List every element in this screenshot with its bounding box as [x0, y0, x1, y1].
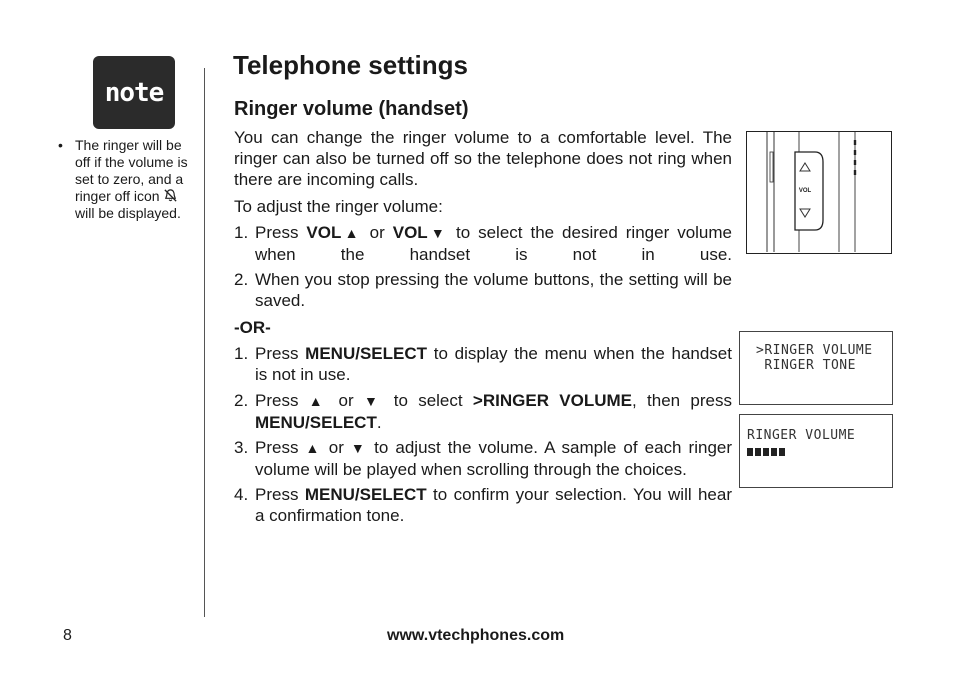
- vol-key-text: VOL: [798, 188, 812, 194]
- step-text: to select: [383, 391, 473, 410]
- step-text: When you stop pressing the volume buttons, the setting will be saved.: [255, 270, 732, 310]
- side-note-text-b: will be displayed.: [75, 205, 181, 221]
- step-text: to adjust the volume. A sample of each ringer volume will be played when scrolling through the choices.: [255, 438, 733, 479]
- step-b-4: [234, 484, 732, 526]
- step-b-2: [234, 390, 732, 433]
- menu-select-key: MENU/SELECT: [304, 485, 427, 504]
- handset-side-drawing: [747, 132, 890, 252]
- section-title: Ringer volume (handset): [234, 98, 469, 120]
- down-triangle-icon: ▼: [363, 393, 384, 409]
- note-badge-label: note: [104, 77, 164, 108]
- vol-key-label: VOL: [306, 223, 342, 242]
- volume-segment: [763, 448, 769, 456]
- note-badge: [93, 56, 175, 129]
- step-number: 3.: [234, 438, 249, 457]
- volume-segment: [779, 448, 785, 456]
- side-note: [58, 137, 198, 222]
- volume-segment: [747, 448, 753, 456]
- volume-segment: [755, 448, 761, 456]
- lcd-menu-screen: [739, 331, 893, 405]
- step-text: or: [361, 223, 393, 242]
- step-text: to display the menu when the handset is not in use.: [255, 344, 732, 384]
- step-text: Press: [255, 391, 309, 410]
- column-divider: [204, 68, 205, 617]
- step-text: Press: [255, 485, 305, 504]
- step-number: 4.: [234, 485, 249, 504]
- down-triangle-icon: ▼: [350, 440, 368, 456]
- down-triangle-icon: ▼: [427, 225, 449, 241]
- step-text: , then press: [632, 391, 732, 410]
- step-text: to confirm your selection. You will hear a confirmation tone.: [255, 485, 733, 525]
- step-text: or: [321, 438, 351, 457]
- volume-level-bar: [747, 448, 785, 456]
- side-note-text-a: The ringer will be off if the volume is set to zero, and a ringer off icon: [75, 137, 188, 204]
- bullet: •: [58, 137, 63, 153]
- lcd-line-1: >RINGER VOLUME: [756, 343, 873, 358]
- step-number: 2.: [234, 270, 249, 289]
- lcd-line-2: RINGER TONE: [756, 358, 856, 373]
- up-triangle-icon: ▲: [308, 393, 329, 409]
- step-number: 1.: [234, 344, 249, 363]
- step-text: Press: [255, 344, 306, 363]
- step-text: to select the desired ringer volume when the handset is not in use.: [255, 223, 732, 264]
- to-adjust-label: To adjust the ringer volume:: [234, 197, 443, 216]
- step-text: Press: [255, 223, 307, 242]
- side-note-text: [75, 137, 198, 222]
- volume-segment: [771, 448, 777, 456]
- step-b-3: [234, 437, 732, 480]
- step-text: .: [376, 413, 382, 432]
- up-triangle-icon: ▲: [341, 225, 362, 241]
- step-text: or: [328, 391, 364, 410]
- footer-url: www.vtechphones.com: [387, 627, 565, 644]
- vol-key-label: VOL: [392, 223, 428, 242]
- step-number: 2.: [234, 391, 249, 410]
- handset-side-illustration: [746, 131, 892, 254]
- menu-select-key: MENU/SELECT: [255, 413, 377, 432]
- menu-select-key: MENU/SELECT: [305, 344, 428, 363]
- ringer-off-icon: [163, 188, 178, 203]
- step-a-2: [234, 269, 732, 311]
- up-triangle-icon: ▲: [305, 440, 322, 456]
- step-a-1: [234, 222, 732, 265]
- or-separator: -OR-: [234, 318, 271, 337]
- step-text: Press: [255, 438, 306, 457]
- step-number: 1.: [234, 223, 249, 242]
- step-b-1: [234, 343, 732, 385]
- lcd-volume-screen: [739, 414, 893, 488]
- ringer-volume-menu-label: >RINGER VOLUME: [472, 391, 632, 410]
- lcd-line-1: RINGER VOLUME: [747, 428, 856, 443]
- page-title: Telephone settings: [233, 50, 468, 80]
- intro-paragraph: You can change the ringer volume to a comfortable level. The ringer can also be turned off so the telephone does not ring when there are incoming calls.: [234, 128, 732, 189]
- page-number: 8: [63, 627, 72, 644]
